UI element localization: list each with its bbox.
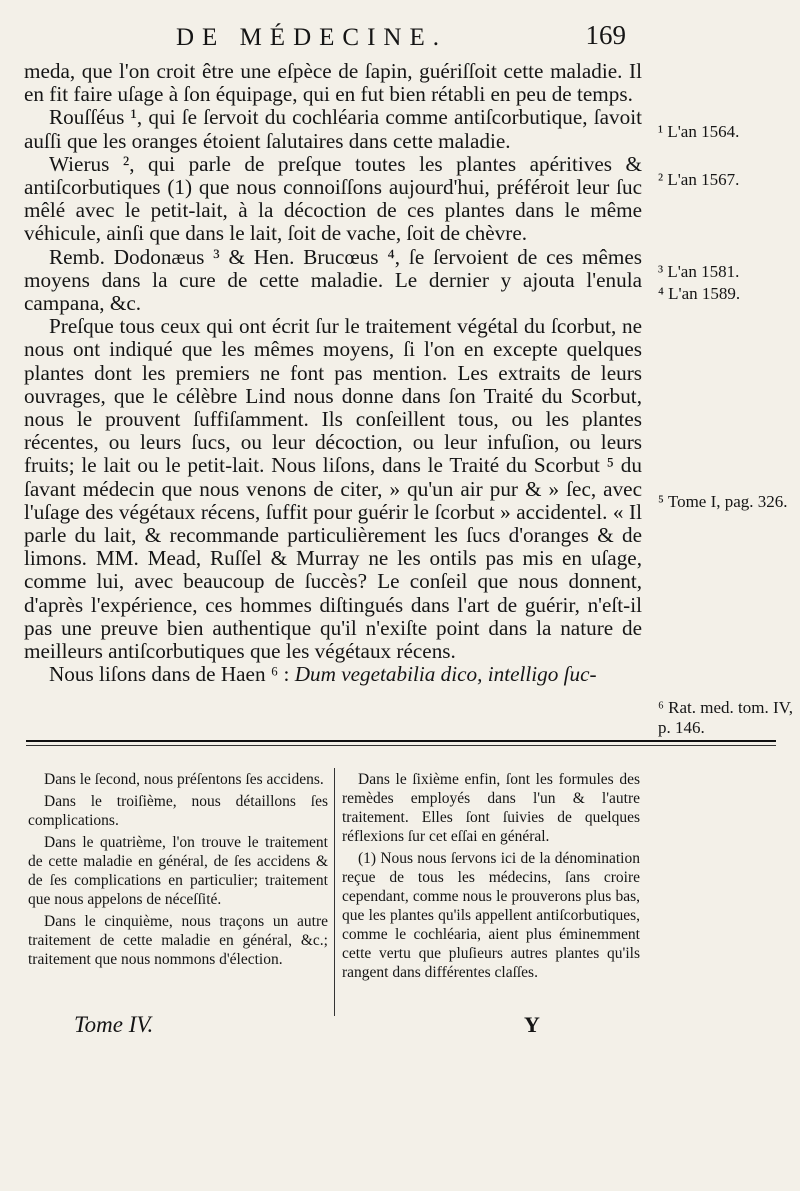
- running-title: DE MÉDECINE.: [176, 24, 447, 51]
- separator-rule: [26, 740, 776, 742]
- margin-note: ⁶ Rat. med. tom. IV, p. 146.: [658, 698, 793, 737]
- paragraph: Preſque tous ceux qui ont écrit ſur le traitement végétal du ſcorbut, ne nous ont indiqué que les mêmes moyens, ſi l'on en excepte quelques plantes dont les premiers ne font pas mention. Les extraits de leurs ouvrages, que le célèbre Lind nous donne dans ſon Traité du Scorbut, nous le prouvent ſuffiſamment. Ils conſeillent tous, ou les plantes récentes, ou leurs ſucs, ou leur décoction, ou leur infuſion, ou leurs fruits; le lait ou le petit-lait. Nous liſons, dans le Traité du Scorbut ⁵ du ſavant médecin que nous venons de citer, » qu'un air pur & » ſec, avec l'uſage des végétaux récens, ſuffit pour guérir le ſcorbut » accidentel. « Il parle du lait, & recommande particulièrement les ſucs d'oranges & de limons. MM. Mead, Ruſſel & Murray ne les ontils pas mis en uſage, comme lui, avec beaucoup de ſuccès? Le conſeil que nous donnent, d'après l'expérience, ces hommes diſtingués dans l'art de guérir, n'eſt-il pas une preuve bien authentique qu'il n'exiſte point dans la nature de meilleurs antiſcorbutiques que les végétaux récens.: [24, 314, 642, 664]
- margin-note: ² L'an 1567.: [658, 170, 740, 189]
- margin-note: ¹ L'an 1564.: [658, 122, 740, 141]
- volume-signature: Tome IV.: [74, 1012, 154, 1037]
- footnote-paragraph: (1) Nous nous ſervons ici de la dénomination reçue de tous les médecins, ſans croire cependant, comme nous le prouverons plus bas, que les plantes qu'ils appellent antiſcorbutiques, comme le cochléaria, aient plus éminemment cette vertu que pluſieurs autres plantes qu'ils rangent dans différentes claſſes.: [342, 850, 640, 981]
- footnote-paragraph: Dans le ſixième enfin, ſont les formules des remèdes employés dans l'un & l'autre traitement. Elles ſont ſuivies de quelques réflexions ſur cet eſſai en général.: [342, 771, 640, 845]
- margin-note: ⁵ Tome I, pag. 326.: [658, 492, 788, 511]
- footnote-paragraph: Dans le ſecond, nous préſentons ſes accidens.: [44, 771, 324, 788]
- quote-intro: Nous liſons dans de Haen ⁶ :: [49, 662, 295, 687]
- paragraph: meda, que l'on croit être une eſpèce de ſapin, guériſſoit cette maladie. Il en fit faire uſage à ſon équipage, qui en fut bien rétabli en peu de temps.: [24, 59, 642, 107]
- margin-note: ⁴ L'an 1589.: [658, 284, 741, 303]
- footnote-paragraph: Dans le quatrième, l'on trouve le traitement de cette maladie en général, de ſes accidens & de ſes complications en particulier; traitement que nous appelons de néceſſité.: [28, 834, 328, 908]
- margin-note: ³ L'an 1581.: [658, 262, 740, 281]
- paragraph: Remb. Dodonæus ³ & Hen. Brucœus ⁴, ſe ſervoient de ces mêmes moyens dans la cure de cette maladie. Le dernier y ajouta l'enula campana, &c.: [24, 244, 642, 316]
- running-header: [176, 20, 626, 56]
- footnotes-right-column: [342, 770, 640, 985]
- paragraph: Rouſſéus ¹, qui ſe ſervoit du cochléaria comme antiſcorbutique, ſavoit auſſi que les oranges étoient ſalutaires dans cette maladie.: [24, 105, 642, 153]
- footnotes-left-column: [28, 770, 328, 972]
- paragraph-last: [24, 663, 642, 686]
- gathering-signature: Y: [524, 1012, 540, 1037]
- footnote-paragraph: Dans le cinquième, nous traçons un autre traitement de cette maladie en général, &c.; traitement que nous nommons d'élection.: [28, 913, 328, 968]
- main-text: [24, 60, 642, 686]
- separator-rule-thin: [26, 745, 776, 746]
- latin-quote: Dum vegetabilia dico, intelligo ſuc-: [294, 662, 597, 687]
- page-number: 169: [585, 20, 626, 50]
- column-separator: [334, 768, 335, 1016]
- paragraph: Wierus ², qui parle de preſque toutes les plantes apéritives & antiſcorbutiques (1) que nous connoiſſons aujourd'hui, préféroit leur ſuc mêlé avec le petit-lait, à la décoction de ces plantes dans le même véhicule, ainſi que dans le lait, ſoit de vache, ſoit de chèvre.: [24, 151, 642, 246]
- footnote-paragraph: Dans le troiſième, nous détaillons ſes complications.: [28, 793, 328, 829]
